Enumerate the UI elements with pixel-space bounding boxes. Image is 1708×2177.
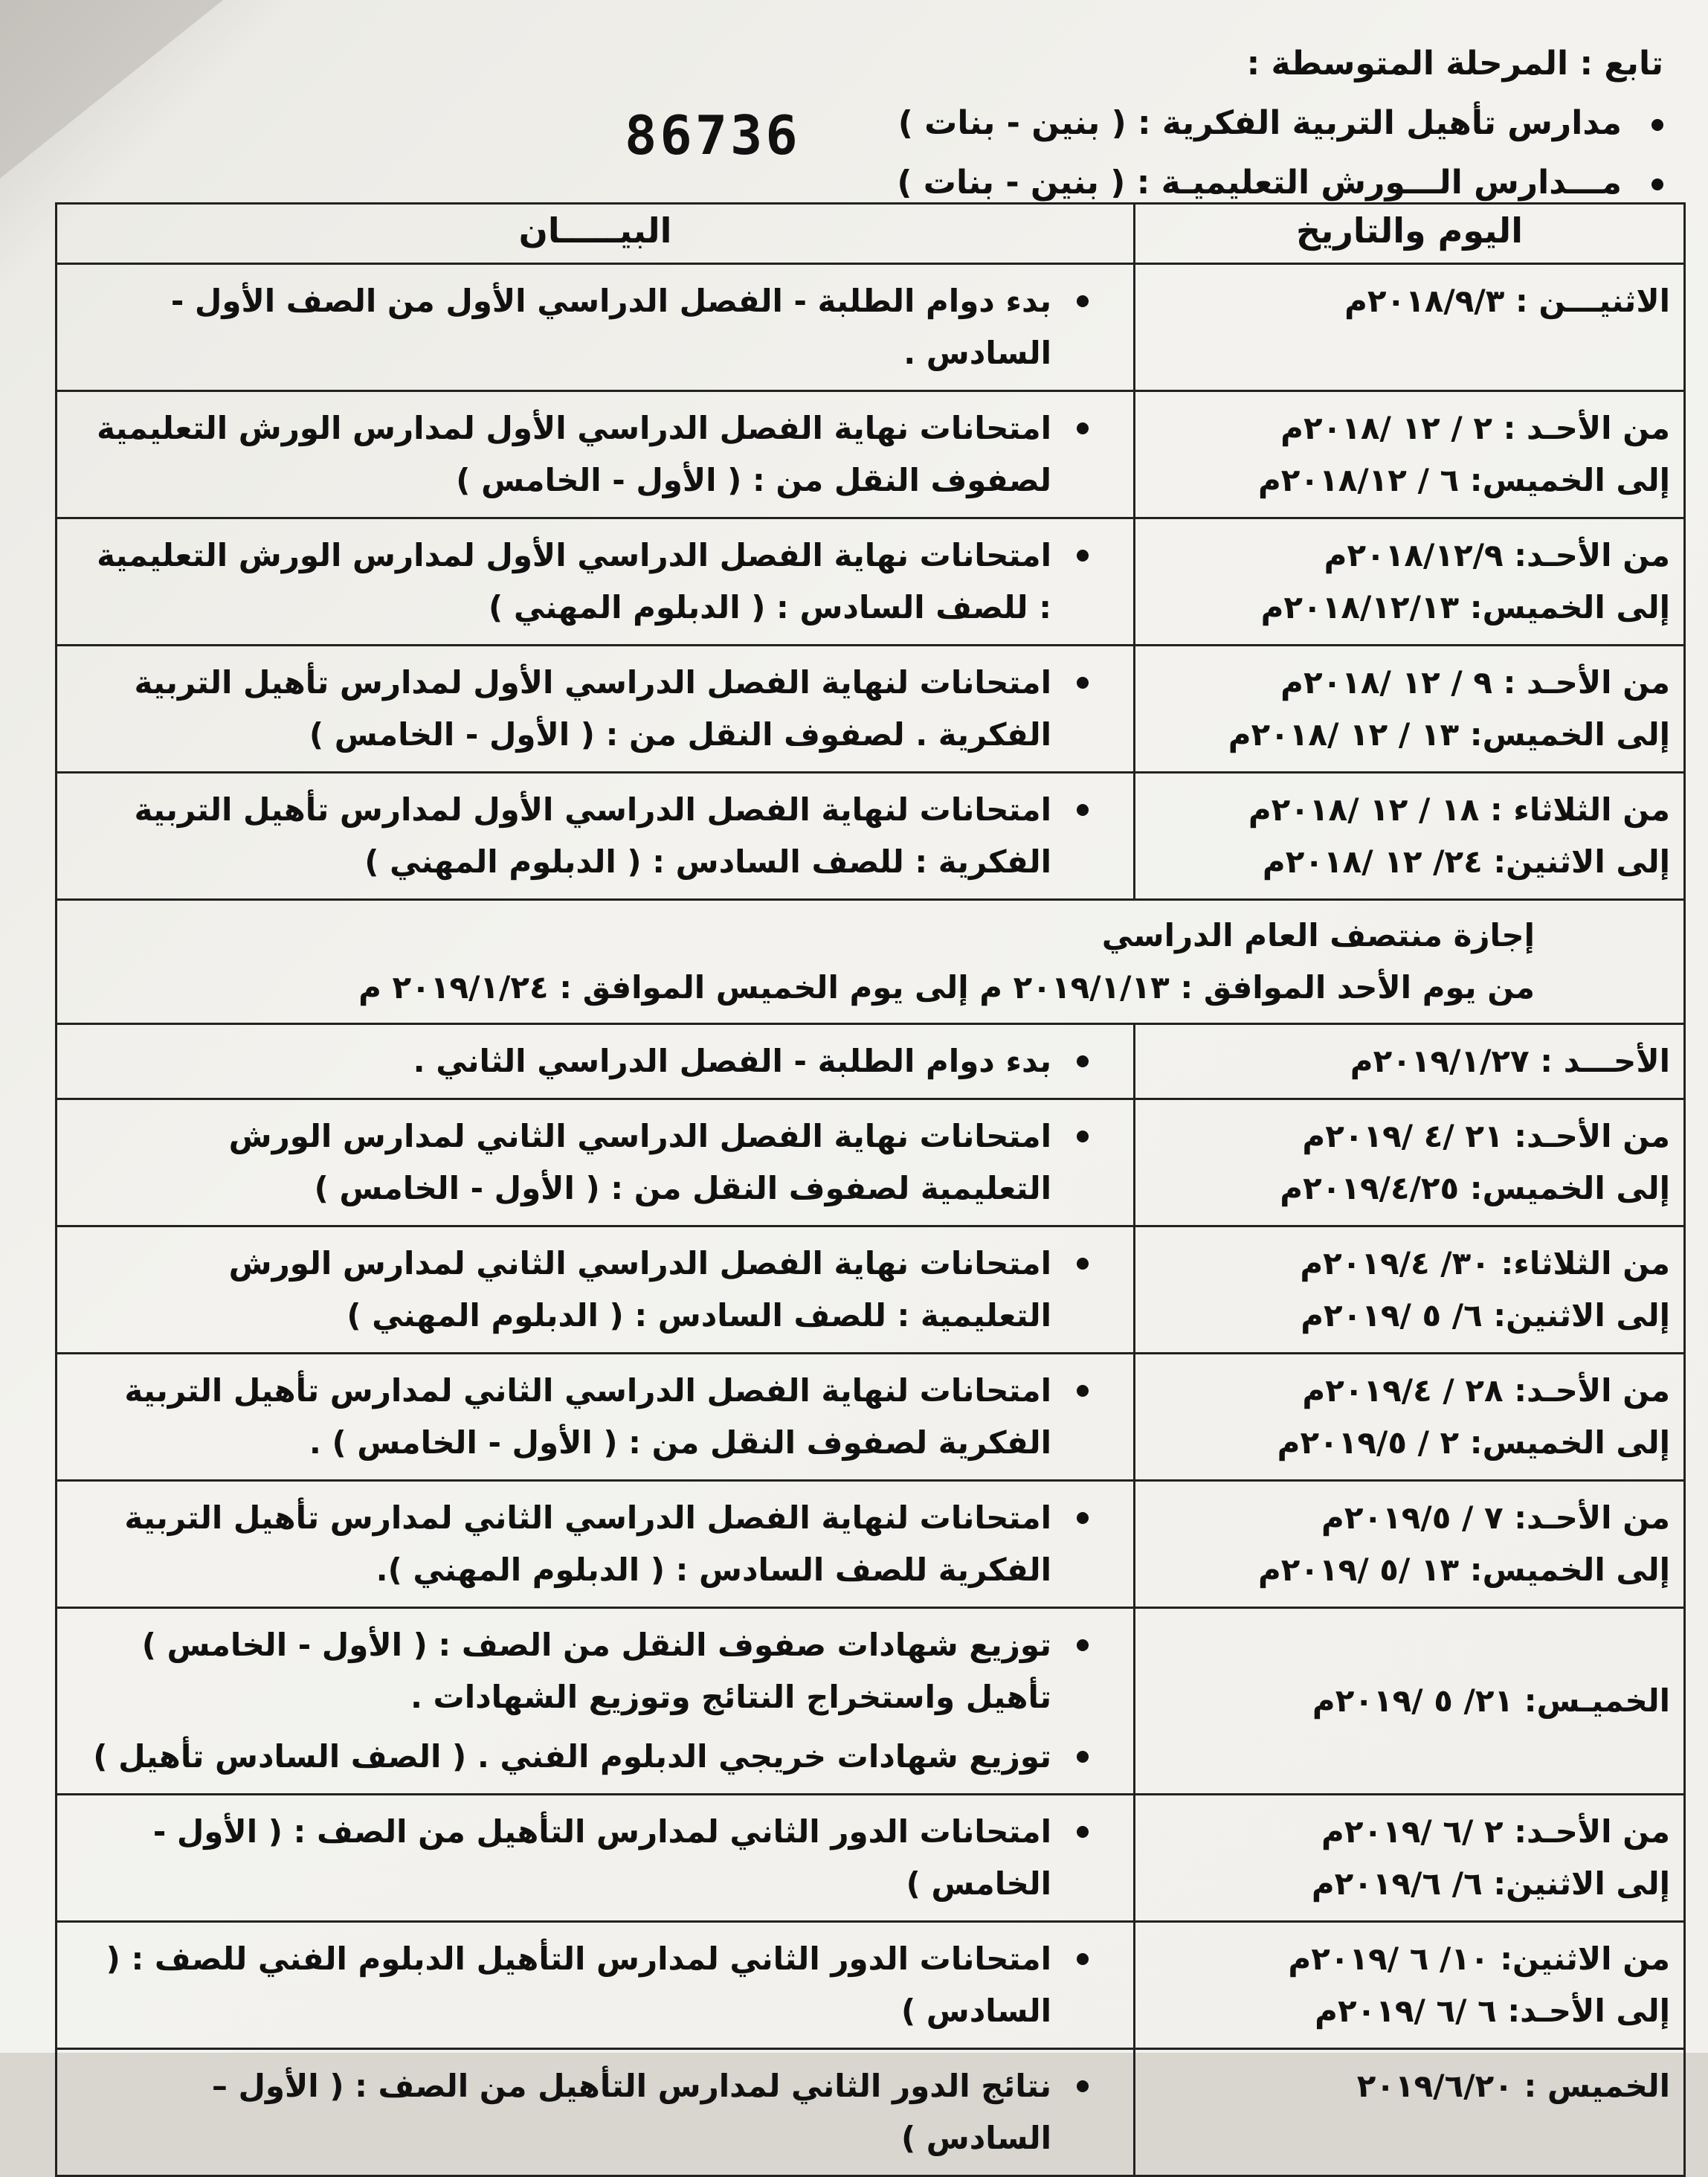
date-text: إلى الاثنين: ٢٤/ ١٢ /٢٠١٨م	[1262, 843, 1670, 880]
table-row	[57, 391, 1685, 518]
table-row	[57, 1481, 1685, 1608]
date-cell	[1135, 1024, 1685, 1099]
table-row	[57, 1099, 1685, 1226]
table-row	[57, 1795, 1685, 1922]
description-cell	[57, 1795, 1135, 1922]
date-text: الخميس : ٢٠١٩/٦/٢٠	[1356, 2068, 1670, 2104]
date-text: من الأحـد: ٢ /٦ /٢٠١٩م	[1321, 1813, 1670, 1850]
date-cell	[1135, 1354, 1685, 1481]
date-text: إلى الخميس: ٢٠١٩/٤/٢٥م	[1280, 1170, 1670, 1206]
column-header-description: البيـــــان	[57, 204, 1135, 264]
description-item: امتحانات نهاية الفصل الدراسي الأول لمدارس الورش التعليمية : للصف السادس : ( الدبلوم المهني )	[87, 530, 1111, 634]
document-number: 86736	[625, 104, 801, 167]
date-text: إلى الاثنين: ٦/ ٢٠١٩/٦م	[1311, 1865, 1670, 1902]
mid-year-break-row	[57, 900, 1685, 1024]
description-item: امتحانات نهاية الفصل الدراسي الثاني لمدارس الورش التعليمية : للصف السادس : ( الدبلوم المهني )	[87, 1238, 1111, 1342]
date-text: إلى الخميس: ٦ / ٢٠١٨/١٢م	[1258, 462, 1670, 498]
description-item: بدء دوام الطلبة - الفصل الدراسي الثاني .	[87, 1035, 1111, 1087]
header-line-1-text: مدارس تأهيل التربية الفكرية : ( بنين - بنات )	[897, 104, 1622, 142]
table-row	[57, 773, 1685, 900]
header-line-2-text: مـــدارس الـــورش التعليميـة : ( بنين - بنات )	[897, 164, 1622, 202]
description-cell	[57, 1922, 1135, 2049]
description-item: امتحانات الدور الثاني لمدارس التأهيل الدبلوم الفني للصف : ( السادس )	[87, 1933, 1111, 2037]
description-cell	[57, 264, 1135, 391]
table-row	[57, 1608, 1685, 1795]
date-cell	[1135, 1226, 1685, 1354]
description-cell	[57, 1354, 1135, 1481]
date-cell	[1135, 1795, 1685, 1922]
description-cell	[57, 1481, 1135, 1608]
date-cell	[1135, 518, 1685, 646]
date-cell	[1135, 1922, 1685, 2049]
description-item: توزيع شهادات خريجي الدبلوم الفني . ( الصف السادس تأهيل )	[87, 1731, 1111, 1783]
date-text: من الأحـد : ٢ / ١٢ /٢٠١٨م	[1280, 410, 1670, 446]
description-item: نتائج الدور الثاني لمدارس التأهيل من الصف : ( الأول – السادس )	[87, 2060, 1111, 2164]
description-item: توزيع شهادات صفوف النقل من الصف : ( الأول - الخامس ) تأهيل واستخراج النتائج وتوزيع الشهادات .	[87, 1619, 1111, 1723]
description-item: امتحانات نهاية الفصل الدراسي الأول لمدارس الورش التعليمية لصفوف النقل من : ( الأول - الخامس )	[87, 402, 1111, 507]
description-item: بدء دوام الطلبة - الفصل الدراسي الأول من الصف الأول - السادس .	[87, 275, 1111, 379]
date-text: الخميـس: ٢١/ ٥ /٢٠١٩م	[1312, 1682, 1670, 1719]
description-cell	[57, 773, 1135, 900]
table-row	[57, 646, 1685, 773]
document-header	[42, 30, 1678, 208]
description-cell	[57, 1099, 1135, 1226]
bullet-icon	[1651, 179, 1663, 190]
table-row	[57, 2049, 1685, 2176]
date-cell	[1135, 646, 1685, 773]
date-text: إلى الأحـد: ٦ /٦ /٢٠١٩م	[1315, 1993, 1670, 2029]
table-row	[57, 1226, 1685, 1354]
date-cell	[1135, 391, 1685, 518]
description-cell	[57, 1608, 1135, 1795]
date-text: الاثنيـــن : ٢٠١٨/٩/٣م	[1344, 283, 1670, 319]
header-line-intellectual-schools	[898, 104, 1663, 142]
description-cell	[57, 2049, 1135, 2176]
date-text: من الاثنين: ١٠/ ٦ /٢٠١٩م	[1288, 1940, 1670, 1977]
date-text: إلى الاثنين: ٦/ ٥ /٢٠١٩م	[1301, 1297, 1670, 1334]
description-cell	[57, 518, 1135, 646]
date-cell	[1135, 773, 1685, 900]
table-row	[57, 1024, 1685, 1099]
description-cell	[57, 646, 1135, 773]
date-cell	[1135, 1608, 1685, 1795]
table-row	[57, 264, 1685, 391]
description-item: امتحانات لنهاية الفصل الدراسي الثاني لمدارس تأهيل التربية الفكرية لصفوف النقل من : ( الأول - الخامس ) .	[87, 1365, 1111, 1469]
schedule-rows-second-term	[57, 1024, 1685, 2176]
date-cell	[1135, 1481, 1685, 1608]
date-text: إلى الخميس: ٢٠١٨/١٢/١٣م	[1260, 589, 1670, 626]
mid-year-break-section	[57, 900, 1685, 1024]
date-cell	[1135, 1099, 1685, 1226]
bullet-icon	[1651, 119, 1663, 131]
table-row	[57, 1922, 1685, 2049]
date-cell	[1135, 264, 1685, 391]
date-text: من الأحـد: ٢١ /٤ /٢٠١٩م	[1302, 1118, 1670, 1154]
date-text: إلى الخميس: ٢ / ٢٠١٩/٥م	[1277, 1424, 1670, 1461]
date-text: من الأحـد: ٧ / ٢٠١٩/٥م	[1321, 1499, 1670, 1536]
table-header-row	[57, 204, 1685, 264]
date-text: من الأحـد: ٢٠١٨/١٢/٩م	[1324, 537, 1670, 573]
schedule-rows-first-term	[57, 264, 1685, 900]
description-cell	[57, 391, 1135, 518]
schedule-table	[55, 202, 1686, 2177]
description-item: امتحانات لنهاية الفصل الدراسي الأول لمدارس تأهيل التربية الفكرية : للصف السادس : ( الدبلوم المهني )	[87, 784, 1111, 888]
date-text: من الثلاثاء: ٣٠/ ٢٠١٩/٤م	[1300, 1245, 1670, 1282]
header-title: تابع : المرحلة المتوسطة :	[1246, 45, 1663, 83]
date-text: الأحـــد : ٢٠١٩/١/٢٧م	[1350, 1043, 1670, 1079]
description-cell	[57, 1226, 1135, 1354]
description-item: امتحانات لنهاية الفصل الدراسي الثاني لمدارس تأهيل التربية الفكرية للصف السادس : ( الدبلوم المهني ).	[87, 1492, 1111, 1596]
description-item: امتحانات الدور الثاني لمدارس التأهيل من الصف : ( الأول - الخامس )	[87, 1806, 1111, 1910]
description-item: امتحانات نهاية الفصل الدراسي الثاني لمدارس الورش التعليمية لصفوف النقل من : ( الأول - الخامس )	[87, 1110, 1111, 1215]
date-text: إلى الخميس: ١٣ / ١٢ /٢٠١٨م	[1228, 716, 1670, 753]
mid-year-break-cell	[57, 900, 1685, 1024]
mid-year-break-title: إجازة منتصف العام الدراسي	[1101, 917, 1535, 954]
column-header-date: اليوم والتاريخ	[1135, 204, 1685, 264]
description-item: امتحانات لنهاية الفصل الدراسي الأول لمدارس تأهيل التربية الفكرية . لصفوف النقل من : ( الأول - الخامس )	[87, 657, 1111, 761]
description-cell	[57, 1024, 1135, 1099]
table-row	[57, 1354, 1685, 1481]
header-line-workshop-schools	[897, 164, 1663, 202]
date-text: من الأحـد : ٩ / ١٢ /٢٠١٨م	[1280, 664, 1670, 701]
date-text: من الأحـد: ٢٨ / ٢٠١٩/٤م	[1302, 1372, 1670, 1409]
table-row	[57, 518, 1685, 646]
date-text: إلى الخميس: ١٣ /٥ /٢٠١٩م	[1257, 1551, 1670, 1588]
date-text: من الثلاثاء : ١٨ / ١٢ /٢٠١٨م	[1248, 791, 1670, 828]
date-cell	[1135, 2049, 1685, 2176]
mid-year-break-dates: من يوم الأحد الموافق : ٢٠١٩/١/١٣ م إلى يوم الخميس الموافق : ٢٠١٩/١/٢٤ م	[358, 969, 1535, 1006]
